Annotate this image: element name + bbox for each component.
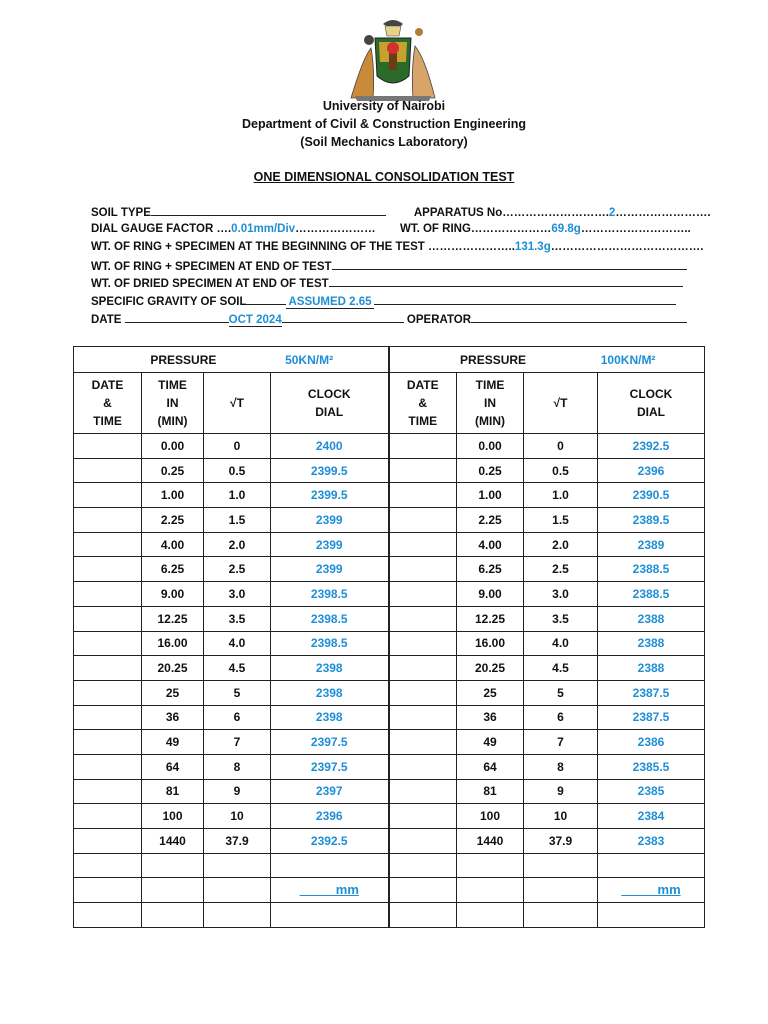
table-row	[74, 705, 705, 730]
sg-fill-a	[246, 294, 286, 305]
wt-begin-line	[91, 241, 703, 253]
sqrt-t-cell: 9	[524, 779, 598, 804]
university-crest-logo	[345, 18, 441, 102]
time-cell: 6.25	[457, 557, 524, 582]
date-time-cell[interactable]	[389, 582, 457, 607]
clock-dial-cell: 2398.5	[271, 606, 389, 631]
time-cell: 64	[142, 754, 204, 779]
clock-dial-cell: 2398.5	[271, 631, 389, 656]
clock-dial-cell: 2387.5	[598, 705, 705, 730]
col-time-min: TIME IN (MIN)	[457, 373, 524, 434]
date-time-cell[interactable]	[389, 606, 457, 631]
sqrt-t-cell: 6	[204, 705, 271, 730]
sqrt-t-cell: 4.5	[204, 656, 271, 681]
sqrt-t-cell: 3.5	[524, 606, 598, 631]
time-cell: 0.00	[457, 434, 524, 459]
table-row	[74, 606, 705, 631]
sg-fill-b	[374, 294, 676, 305]
date-time-cell[interactable]	[74, 680, 142, 705]
date-time-cell[interactable]	[74, 458, 142, 483]
time-cell: 0.00	[142, 434, 204, 459]
table-row	[74, 508, 705, 533]
right-pressure-header	[389, 347, 705, 373]
date-time-cell[interactable]	[389, 508, 457, 533]
wt-end-label: WT. OF RING + SPECIMEN AT END OF TEST	[91, 261, 332, 273]
clock-dial-cell: 2398.5	[271, 582, 389, 607]
time-cell: 81	[142, 779, 204, 804]
blank-cell[interactable]	[524, 853, 598, 878]
dial-gauge-line	[91, 223, 691, 235]
date-time-cell[interactable]	[74, 829, 142, 854]
table-row	[74, 779, 705, 804]
date-time-cell[interactable]	[74, 557, 142, 582]
time-cell: 25	[142, 680, 204, 705]
time-cell: 64	[457, 754, 524, 779]
sg-value[interactable]: ASSUMED 2.65	[288, 296, 372, 308]
sqrt-t-cell: 10	[524, 804, 598, 829]
time-cell: 1.00	[457, 483, 524, 508]
clock-dial-cell: 2398	[271, 656, 389, 681]
apparatus-tail: …………………….	[615, 207, 711, 219]
table-row	[74, 582, 705, 607]
date-time-cell[interactable]	[389, 483, 457, 508]
wt-begin-tail: ………………………………….	[550, 241, 704, 253]
blank-cell[interactable]	[204, 853, 271, 878]
clock-dial-cell: 2389.5	[598, 508, 705, 533]
apparatus-label: APPARATUS No……………………….	[413, 207, 609, 219]
left-pressure-value: 50KN/M²	[285, 352, 334, 367]
page-title: ONE DIMENSIONAL CONSOLIDATION TEST	[253, 170, 515, 184]
clock-dial-cell: 2397	[271, 779, 389, 804]
date-time-cell[interactable]	[74, 483, 142, 508]
clock-dial-cell: 2388	[598, 656, 705, 681]
table-row-blank	[74, 878, 705, 903]
clock-dial-cell: 2397.5	[271, 754, 389, 779]
date-time-cell[interactable]	[74, 804, 142, 829]
col-clock-dial: CLOCK DIAL	[598, 373, 705, 434]
sqrt-t-cell: 1.5	[204, 508, 271, 533]
date-time-cell[interactable]	[389, 656, 457, 681]
blank-cell[interactable]	[204, 878, 271, 903]
lab-name: (Soil Mechanics Laboratory)	[300, 135, 468, 149]
wt-dried-field[interactable]	[329, 276, 683, 287]
blank-cell[interactable]	[74, 878, 142, 903]
department-name: Department of Civil & Construction Engineering	[241, 117, 527, 131]
date-value[interactable]: OCT 2024	[228, 314, 282, 326]
blank-cell[interactable]	[142, 878, 204, 903]
clock-dial-cell: 2399	[271, 557, 389, 582]
time-cell: 49	[142, 730, 204, 755]
blank-cell[interactable]	[74, 853, 142, 878]
blank-cell[interactable]	[74, 903, 142, 928]
time-cell: 36	[457, 705, 524, 730]
date-label: DATE	[91, 314, 122, 326]
sqrt-t-cell: 8	[204, 754, 271, 779]
clock-dial-cell: 2399	[271, 508, 389, 533]
blank-cell[interactable]	[457, 853, 524, 878]
wt-end-line	[91, 259, 687, 273]
sg-label: SPECIFIC GRAVITY OF SOIL	[91, 296, 247, 308]
clock-dial-cell: 2397.5	[271, 730, 389, 755]
time-cell: 1440	[457, 829, 524, 854]
col-date-time: DATE & TIME	[389, 373, 457, 434]
wt-ring-value[interactable]: 69.8g	[551, 223, 581, 235]
blank-cell[interactable]	[598, 903, 705, 928]
date-time-cell[interactable]	[389, 458, 457, 483]
date-time-cell[interactable]	[74, 705, 142, 730]
date-time-cell[interactable]	[74, 508, 142, 533]
clock-dial-cell: 2399	[271, 532, 389, 557]
clock-dial-cell: 2384	[598, 804, 705, 829]
soil-type-label: SOIL TYPE	[91, 207, 151, 219]
sqrt-t-cell: 5	[524, 680, 598, 705]
date-time-cell[interactable]	[389, 631, 457, 656]
sqrt-t-cell: 10	[204, 804, 271, 829]
date-fill-a	[125, 312, 229, 323]
clock-dial-cell: 2385	[598, 779, 705, 804]
time-cell: 4.00	[142, 532, 204, 557]
wt-dried-label: WT. OF DRIED SPECIMEN AT END OF TEST	[91, 278, 329, 290]
dial-factor-tail: …………………	[295, 223, 376, 235]
wt-ring-label: WT. OF RING…………………	[399, 223, 552, 235]
time-cell: 2.25	[457, 508, 524, 533]
sqrt-t-cell: 7	[524, 730, 598, 755]
sqrt-t-cell: 8	[524, 754, 598, 779]
time-cell: 9.00	[457, 582, 524, 607]
date-time-cell[interactable]	[74, 434, 142, 459]
clock-dial-cell: 2399.5	[271, 458, 389, 483]
clock-dial-cell: 2392.5	[598, 434, 705, 459]
date-time-cell[interactable]	[389, 705, 457, 730]
time-cell: 12.25	[457, 606, 524, 631]
time-cell: 2.25	[142, 508, 204, 533]
time-cell: 0.25	[142, 458, 204, 483]
sqrt-t-cell: 2.5	[524, 557, 598, 582]
blank-cell[interactable]	[271, 903, 389, 928]
time-cell: 20.25	[142, 656, 204, 681]
table-row	[74, 532, 705, 557]
time-cell: 100	[142, 804, 204, 829]
date-time-cell[interactable]	[389, 754, 457, 779]
time-cell: 49	[457, 730, 524, 755]
date-time-cell[interactable]	[389, 557, 457, 582]
operator-field[interactable]	[471, 312, 687, 323]
pressure-header-row	[74, 347, 705, 373]
clock-dial-cell: 2396	[271, 804, 389, 829]
col-date-time: DATE & TIME	[74, 373, 142, 434]
sqrt-t-cell: 4.5	[524, 656, 598, 681]
sqrt-t-cell: 6	[524, 705, 598, 730]
col-clock-dial: CLOCK DIAL	[271, 373, 389, 434]
sqrt-t-cell: 9	[204, 779, 271, 804]
sqrt-t-cell: 3.0	[204, 582, 271, 607]
sqrt-t-cell: 4.0	[204, 631, 271, 656]
sqrt-t-cell: 2.0	[204, 532, 271, 557]
clock-dial-cell: 2398	[271, 680, 389, 705]
blank-cell[interactable]	[271, 853, 389, 878]
clock-dial-cell: 2398	[271, 705, 389, 730]
soil-type-field[interactable]	[151, 205, 386, 216]
sqrt-t-cell: 0	[524, 434, 598, 459]
pressure-label: PRESSURE	[150, 352, 217, 367]
consolidation-data-table	[73, 346, 705, 928]
right-pressure-value: 100KN/M²	[600, 352, 656, 367]
date-fill-b	[282, 312, 404, 323]
sqrt-t-cell: 5	[204, 680, 271, 705]
table-row	[74, 483, 705, 508]
table-row	[74, 434, 705, 459]
clock-dial-cell: 2388	[598, 631, 705, 656]
settlement-mm-cell[interactable]	[598, 878, 705, 903]
sqrt-t-cell: 2.5	[204, 557, 271, 582]
soil-type-line	[91, 205, 711, 219]
settlement-mm-label: _____mm	[621, 882, 681, 898]
table-row	[74, 804, 705, 829]
blank-cell[interactable]	[457, 903, 524, 928]
blank-cell[interactable]	[524, 903, 598, 928]
time-cell: 100	[457, 804, 524, 829]
date-time-cell[interactable]	[389, 779, 457, 804]
clock-dial-cell: 2385.5	[598, 754, 705, 779]
wt-begin-value[interactable]: 131.3g	[514, 241, 551, 253]
blank-cell[interactable]	[389, 853, 457, 878]
wt-begin-label: WT. OF RING + SPECIMEN AT THE BEGINNING OF THE TEST …………………..	[91, 241, 515, 253]
time-cell: 36	[142, 705, 204, 730]
time-cell: 20.25	[457, 656, 524, 681]
date-time-cell[interactable]	[389, 434, 457, 459]
col-sqrt-t: √T	[524, 373, 598, 434]
blank-cell[interactable]	[389, 903, 457, 928]
date-operator-line	[91, 312, 687, 327]
date-time-cell[interactable]	[74, 730, 142, 755]
time-cell: 1.00	[142, 483, 204, 508]
sqrt-t-cell: 4.0	[524, 631, 598, 656]
wt-ring-tail: ………………………..	[580, 223, 691, 235]
sqrt-t-cell: 2.0	[524, 532, 598, 557]
time-cell: 0.25	[457, 458, 524, 483]
col-sqrt-t: √T	[204, 373, 271, 434]
time-cell: 6.25	[142, 557, 204, 582]
column-header-row	[74, 373, 705, 434]
clock-dial-cell: 2400	[271, 434, 389, 459]
date-time-cell[interactable]	[389, 730, 457, 755]
date-time-cell[interactable]	[74, 779, 142, 804]
sqrt-t-cell: 0	[204, 434, 271, 459]
date-time-cell[interactable]	[74, 606, 142, 631]
table-row-blank	[74, 903, 705, 928]
date-time-cell[interactable]	[389, 804, 457, 829]
sqrt-t-cell: 3.0	[524, 582, 598, 607]
blank-cell[interactable]	[142, 853, 204, 878]
sqrt-t-cell: 3.5	[204, 606, 271, 631]
time-cell: 81	[457, 779, 524, 804]
sqrt-t-cell: 0.5	[524, 458, 598, 483]
date-time-cell[interactable]	[74, 631, 142, 656]
time-cell: 25	[457, 680, 524, 705]
table-row	[74, 458, 705, 483]
date-time-cell[interactable]	[389, 532, 457, 557]
blank-cell[interactable]	[142, 903, 204, 928]
date-time-cell[interactable]	[389, 829, 457, 854]
clock-dial-cell: 2383	[598, 829, 705, 854]
sqrt-t-cell: 7	[204, 730, 271, 755]
wt-dried-line	[91, 276, 683, 290]
date-time-cell[interactable]	[74, 656, 142, 681]
blank-cell[interactable]	[389, 878, 457, 903]
time-cell: 12.25	[142, 606, 204, 631]
clock-dial-cell: 2386	[598, 730, 705, 755]
settlement-mm-label: _____mm	[299, 882, 359, 898]
time-cell: 4.00	[457, 532, 524, 557]
sqrt-t-cell: 1.0	[524, 483, 598, 508]
table-row	[74, 557, 705, 582]
dial-factor-label: DIAL GAUGE FACTOR ….	[91, 223, 232, 235]
time-cell: 16.00	[142, 631, 204, 656]
university-name: University of Nairobi	[322, 99, 446, 113]
specific-gravity-line	[91, 294, 676, 309]
date-time-cell[interactable]	[74, 582, 142, 607]
blank-cell[interactable]	[524, 878, 598, 903]
blank-cell[interactable]	[457, 878, 524, 903]
dial-factor-value[interactable]: 0.01mm/Div	[231, 223, 296, 235]
clock-dial-cell: 2389	[598, 532, 705, 557]
clock-dial-cell: 2388.5	[598, 582, 705, 607]
sqrt-t-cell: 0.5	[204, 458, 271, 483]
sqrt-t-cell: 1.0	[204, 483, 271, 508]
blank-cell[interactable]	[598, 853, 705, 878]
time-cell: 16.00	[457, 631, 524, 656]
table-row	[74, 680, 705, 705]
left-pressure-header	[74, 347, 389, 373]
clock-dial-cell: 2390.5	[598, 483, 705, 508]
table-row	[74, 829, 705, 854]
sqrt-t-cell: 1.5	[524, 508, 598, 533]
blank-cell[interactable]	[204, 903, 271, 928]
clock-dial-cell: 2392.5	[271, 829, 389, 854]
date-time-cell[interactable]	[74, 754, 142, 779]
wt-end-field[interactable]	[332, 259, 687, 270]
apparatus-value[interactable]: 2	[608, 207, 616, 219]
clock-dial-cell: 2396	[598, 458, 705, 483]
clock-dial-cell: 2399.5	[271, 483, 389, 508]
sqrt-t-cell: 37.9	[204, 829, 271, 854]
operator-label: OPERATOR	[406, 314, 472, 326]
table-row	[74, 656, 705, 681]
table-row-blank	[74, 853, 705, 878]
pressure-label: PRESSURE	[460, 352, 527, 367]
table-row	[74, 631, 705, 656]
clock-dial-cell: 2388	[598, 606, 705, 631]
table-row	[74, 754, 705, 779]
clock-dial-cell: 2387.5	[598, 680, 705, 705]
settlement-mm-cell[interactable]	[271, 878, 389, 903]
sqrt-t-cell: 37.9	[524, 829, 598, 854]
time-cell: 9.00	[142, 582, 204, 607]
time-cell: 1440	[142, 829, 204, 854]
date-time-cell[interactable]	[74, 532, 142, 557]
col-time-min: TIME IN (MIN)	[142, 373, 204, 434]
table-row	[74, 730, 705, 755]
clock-dial-cell: 2388.5	[598, 557, 705, 582]
date-time-cell[interactable]	[389, 680, 457, 705]
